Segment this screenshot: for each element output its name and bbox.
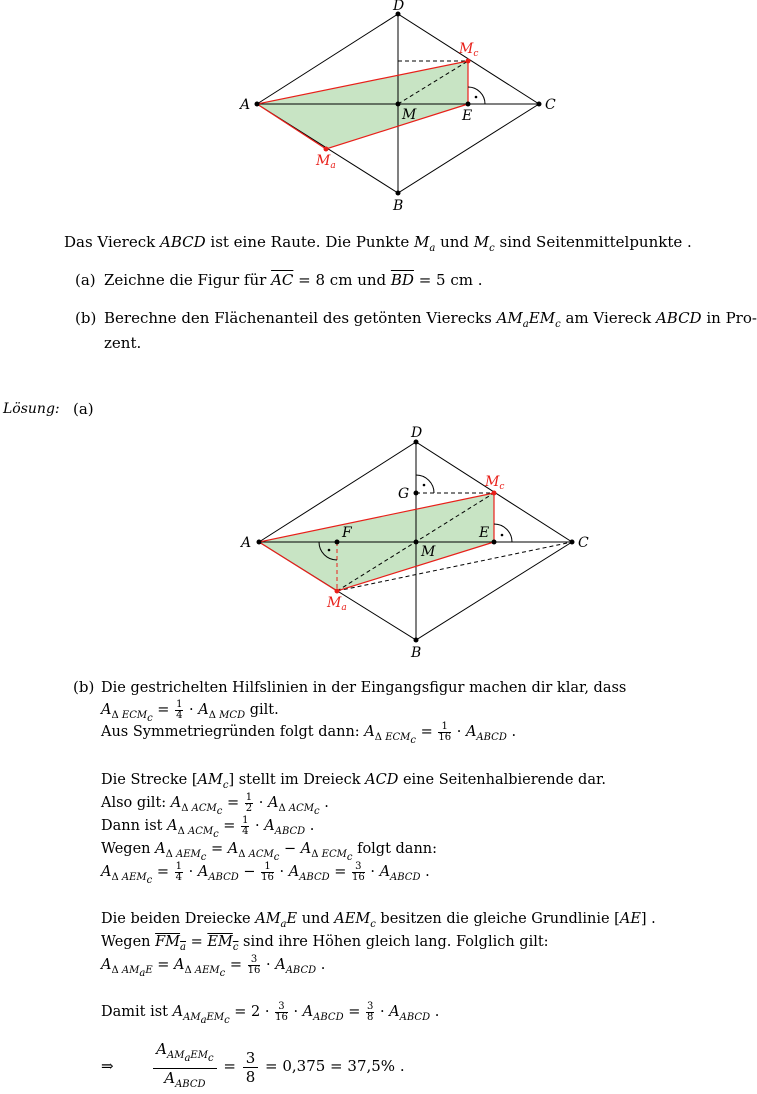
label-a: A <box>241 535 252 551</box>
label-a: A <box>240 97 251 113</box>
result-line: ⇒ $A_{AM_aEM_c}$ $A_{ABCD}$ = $\frac{3}{8}$ = 0,375 = 37,5% . <box>101 1040 405 1090</box>
label-c: C <box>578 535 589 551</box>
solution-line: Also gilt: $A_{\Delta ACM_c}$ = $\frac{1}{2}$ · $A_{\Delta ACM_c}$ . <box>101 791 329 817</box>
solution-figure <box>0 420 732 665</box>
task-intro: Das Viereck ABCD ist eine Raute. Die Punkte $M_a$ und $M_c$ sind Seitenmittelpunkte . <box>64 233 692 254</box>
task-b-text: Berechne den Flächenanteil des getönten Vierecks $AM_aEM_c$ am Viereck ABCD in Pro- <box>104 309 757 330</box>
solution-a-label: (a) <box>73 400 94 418</box>
implies-arrow: ⇒ <box>101 1057 114 1075</box>
label-b: B <box>411 645 422 661</box>
label-f: F <box>342 525 352 541</box>
label-e: E <box>462 108 473 124</box>
task-b-text-cont: zent. <box>104 334 142 352</box>
solution-line: Die beiden Dreiecke $AM_aE$ und $AEM_c$ besitzen die gleiche Grundlinie [AE] . <box>101 911 656 930</box>
task-b-label: (b) <box>75 309 97 327</box>
label-e: E <box>479 525 490 541</box>
label-m: M <box>421 544 436 560</box>
label-ma: $M_a$ <box>316 153 336 171</box>
solution-line: Dann ist $A_{\Delta ACM_c}$ = $\frac{1}{4}$ · $A_{ABCD}$ . <box>101 814 315 840</box>
label-g: G <box>398 486 410 502</box>
task-figure <box>0 0 732 220</box>
label-d: D <box>393 0 405 14</box>
label-c: C <box>545 97 556 113</box>
shaded-quadrilateral <box>257 61 468 149</box>
label-mc: $M_c$ <box>459 41 479 59</box>
solution-line: Die Strecke $[AM_c]$ stellt im Dreieck ACD eine Seitenhalbierende dar. <box>101 772 606 791</box>
solution-line: Wegen $A_{\Delta AEM_c} = A_{\Delta ACM_c} - A_{\Delta ECM_c}$ folgt dann: <box>101 841 438 863</box>
solution-line: Wegen $FM_a = EM_c$ sind ihre Höhen gleich lang. Folglich gilt: <box>101 934 549 953</box>
solution-line: Die gestrichelten Hilfslinien in der Eingangsfigur machen dir klar, dass <box>101 680 627 696</box>
label-ma: $M_a$ <box>327 595 347 613</box>
label-b: B <box>393 198 404 214</box>
label-mc: $M_c$ <box>485 474 505 492</box>
label-m: M <box>402 107 417 123</box>
right-angle-mark <box>468 87 485 104</box>
solution-b-label: (b) <box>73 678 95 696</box>
task-a-text: Zeichne die Figur für $\overline{AC} = 8$ cm und $\overline{BD} = 5$ cm . <box>104 271 483 289</box>
solution-label: Lösung: <box>3 401 60 417</box>
solution-line: $A_{\Delta ECM_c}$ = $\frac{1}{4}$ · $A_{\Delta MCD}$ gilt. <box>101 698 279 724</box>
solution-line: Damit ist $A_{AM_aEM_c} = 2$ · $\frac{3}{16}$ · $A_{ABCD}$ = $\frac{3}{8}$ · $A_{ABCD}$ . <box>101 1000 440 1026</box>
solution-line: $A_{\Delta AEM_c}$ = $\frac{1}{4}$ · $A_{ABCD}$ − $\frac{1}{16}$ · $A_{ABCD}$ = $\frac{3}{16}$ · $A_{ABCD}$ . <box>101 860 430 886</box>
solution-line: $A_{\Delta AM_aE} = A_{\Delta AEM_c}$ = $\frac{3}{16}$ · $A_{ABCD}$ . <box>101 953 326 979</box>
task-a-label: (a) <box>75 271 96 289</box>
label-d: D <box>411 425 423 441</box>
solution-line: Aus Symmetriegründen folgt dann: $A_{\Delta ECM_c}$ = $\frac{1}{16}$ · $A_{ABCD}$ . <box>101 720 517 746</box>
